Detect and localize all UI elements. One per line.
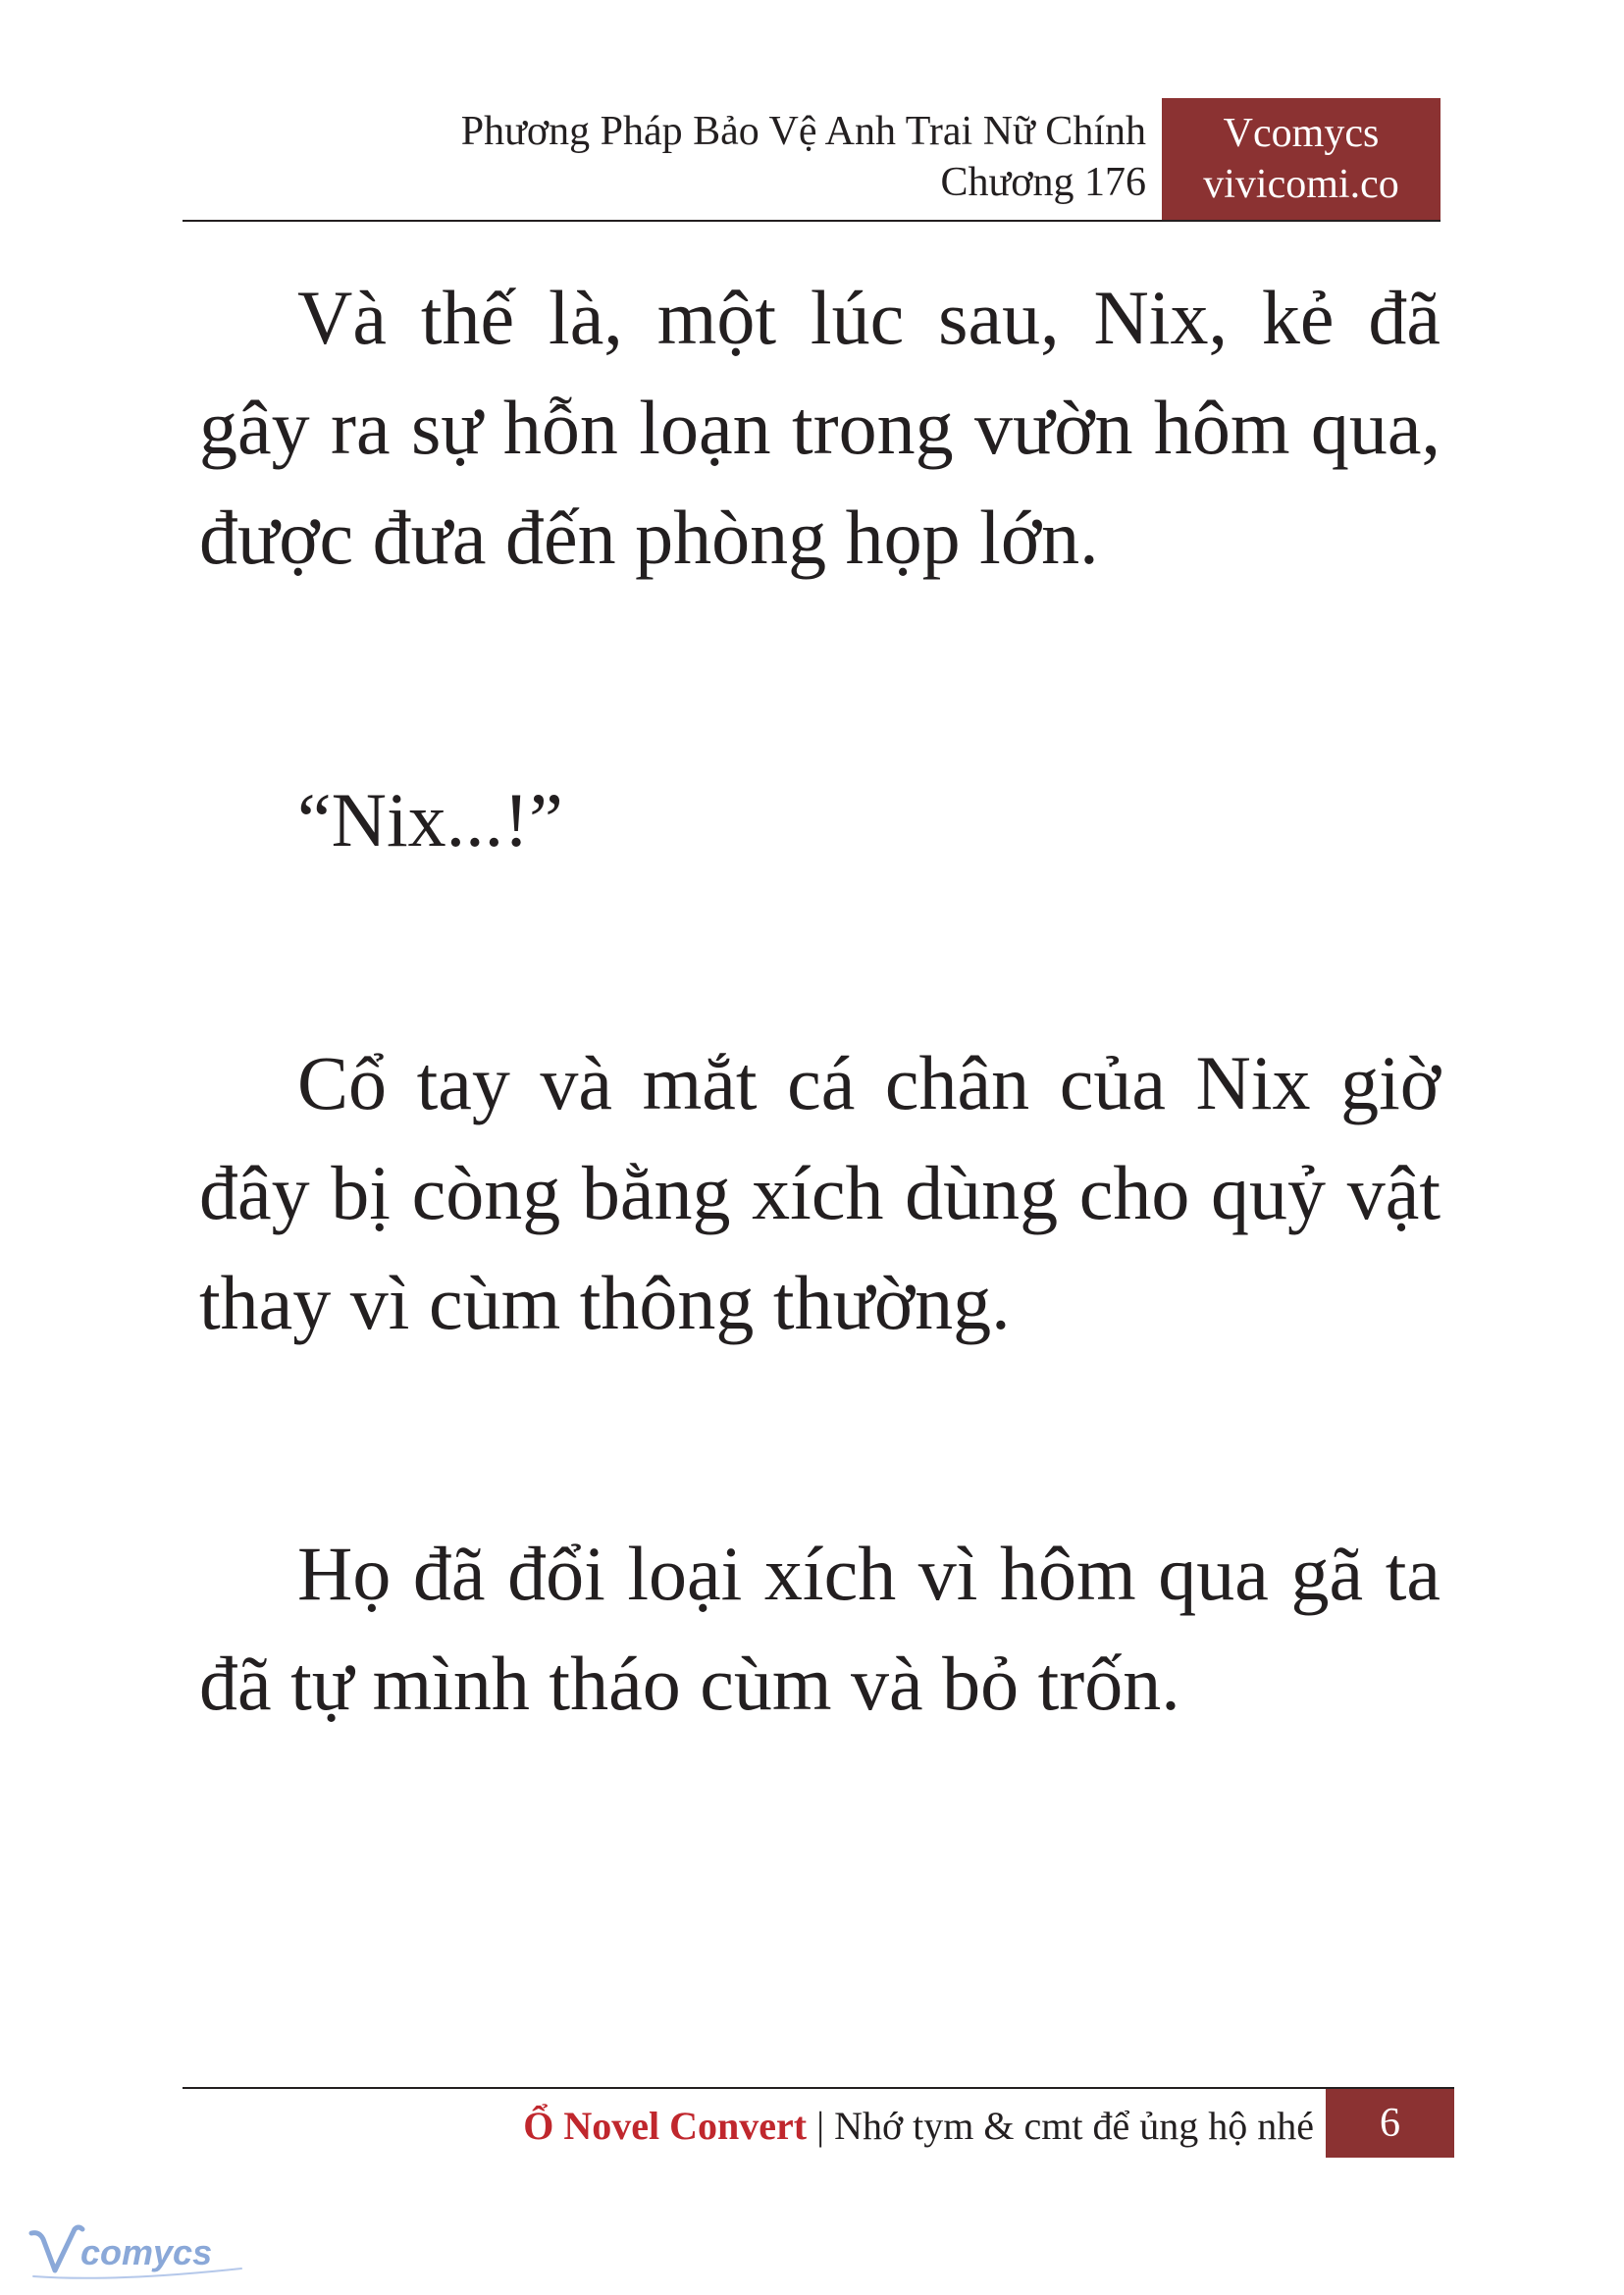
header-title-block <box>461 106 1146 208</box>
vcomycs-logo-text: comycs <box>80 2232 213 2272</box>
chapter-label: Chương 176 <box>940 160 1146 205</box>
publisher-name: Vcomycs <box>1223 111 1380 156</box>
footer-credits <box>523 2098 1314 2155</box>
footer-separator: | <box>807 2104 835 2148</box>
paragraph: Họ đã đổi loại xích vì hôm qua gã ta đã tự mình tháo cùm và bỏ trốn. <box>199 1531 1441 1726</box>
publisher-badge <box>1162 98 1441 220</box>
header-divider <box>183 220 1441 222</box>
footer-divider <box>183 2087 1454 2089</box>
paragraph: Cổ tay và mắt cá chân của Nix giờ đây bị còng bằng xích dùng cho quỷ vật thay vì cùm thông thường. <box>199 1040 1441 1345</box>
footer-message: Nhớ tym & cmt để ủng hộ nhé <box>834 2104 1314 2148</box>
book-title: Phương Pháp Bảo Vệ Anh Trai Nữ Chính <box>460 109 1146 154</box>
paragraph: Và thế là, một lúc sau, Nix, kẻ đã gây ra sự hỗn loạn trong vườn hôm qua, được đưa đến phòng họp lớn. <box>199 275 1441 580</box>
page-header <box>183 98 1441 222</box>
publisher-site: vivicomi.co <box>1203 162 1399 207</box>
footer-brand: Ổ Novel Convert <box>523 2104 808 2148</box>
paragraph: “Nix...!” <box>297 777 563 862</box>
vcomycs-logo <box>26 2219 261 2288</box>
page-number: 6 <box>1326 2089 1454 2158</box>
